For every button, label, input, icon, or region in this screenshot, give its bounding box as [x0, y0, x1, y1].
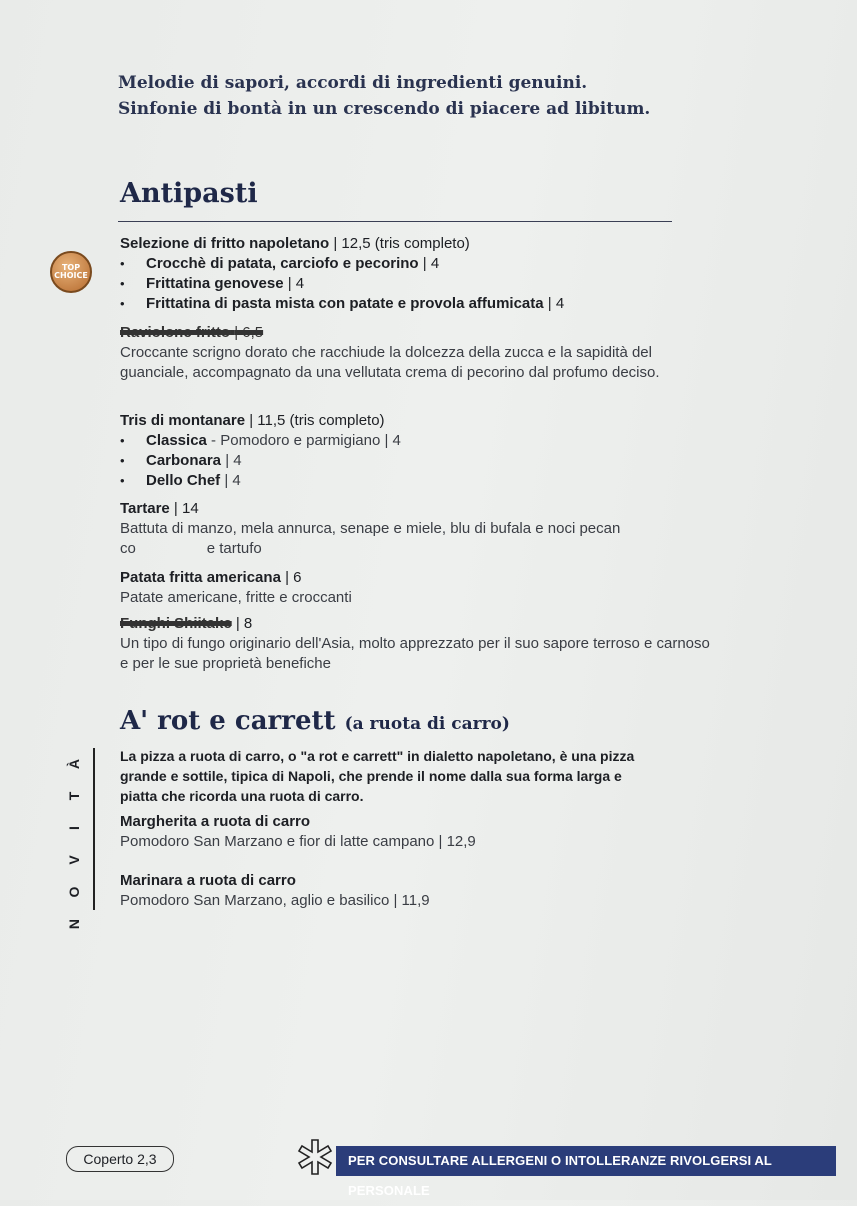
funghi-header: Funghi Shiitake | 8: [120, 615, 253, 632]
funghi-section: [120, 614, 710, 674]
patata-desc: Patate americane, fritte e croccanti: [120, 589, 352, 606]
tartare-desc-1: Battuta di manzo, mela annurca, senape e miele, blu di bufala e noci pecan: [120, 520, 621, 537]
patata-header: Patata fritta americana | 6: [120, 569, 302, 586]
marinara-section: Marinara a ruota di carro Pomodoro San Marzano, aglio e basilico | 11,9: [120, 871, 710, 911]
fritto-price: | 12,5 (tris completo): [333, 235, 470, 252]
coperto-badge: Coperto 2,3: [66, 1146, 174, 1172]
montanare-header: Tris di montanare | 11,5 (tris completo): [120, 412, 385, 429]
marinara-desc: Pomodoro San Marzano, aglio e basilico | 11,9: [120, 892, 430, 909]
list-item: • Crocchè di patata, carciofo e pecorino | 4: [120, 254, 710, 274]
list-item: • Carbonara | 4: [120, 451, 710, 471]
list-item: • Frittatina genovese | 4: [120, 274, 710, 294]
raviolone-header: Raviolone fritto | 6,5: [120, 324, 264, 341]
rot-title: A' rot e carrett (a ruota di carro): [120, 706, 510, 736]
montanare-section: [120, 411, 710, 491]
fritto-name: Selezione di fritto napoletano: [120, 235, 330, 252]
antipasti-title: Antipasti: [120, 178, 258, 209]
tagline-line-2: Sinfonie di bontà in un crescendo di piacere ad libitum.: [118, 99, 651, 119]
list-item: • Frittatina di pasta mista con patate e provola affumicata | 4: [120, 294, 710, 314]
list-item: • Dello Chef | 4: [120, 471, 710, 491]
tagline: [118, 70, 650, 122]
margherita-desc: Pomodoro San Marzano e fior di latte campano | 12,9: [120, 833, 476, 850]
section-divider: [118, 221, 672, 222]
fritto-header: [120, 234, 710, 254]
novita-line: [93, 748, 95, 910]
allergen-notice: PER CONSULTARE ALLERGENI O INTOLLERANZE RIVOLGERSI AL PERSONALE: [336, 1146, 836, 1176]
fritto-section: [120, 234, 710, 314]
rot-subtitle: (a ruota di carro): [344, 714, 510, 734]
montanare-list: [120, 431, 710, 491]
raviolone-desc: Croccante scrigno dorato che racchiude la dolcezza della zucca e la sapidità del guanciale, accompagnato da una vellutata crema di pecorino dal profumo deciso.: [120, 344, 660, 381]
tartare-section: [120, 499, 710, 559]
tartare-desc-2: co e tartufo: [120, 540, 262, 557]
tagline-line-1: Melodie di sapori, accordi di ingredienti genuini.: [118, 73, 588, 93]
funghi-desc: Un tipo di fungo originario dell'Asia, molto apprezzato per il suo sapore terroso e carnoso e per le sue proprietà benefiche: [120, 635, 710, 672]
novita-label: À T I V O N: [60, 748, 90, 908]
asterisk-icon: [290, 1135, 340, 1185]
list-item: • Classica - Pomodoro e parmigiano | 4: [120, 431, 710, 451]
tartare-header: Tartare | 14: [120, 500, 199, 517]
raviolone-section: [120, 323, 710, 383]
rot-intro: La pizza a ruota di carro, o "a rot e carrett" in dialetto napoletano, è una pizza grande e sottile, tipica di Napoli, che prende il nome dalla sua forma larga e piatta che ricorda una ruota di carro.: [120, 748, 635, 804]
margherita-section: Margherita a ruota di carro Pomodoro San Marzano e fior di latte campano | 12,9: [120, 812, 710, 852]
top-choice-badge-icon: TOP CHOICE: [50, 251, 92, 293]
fritto-list: [120, 254, 710, 314]
patata-section: [120, 568, 710, 608]
